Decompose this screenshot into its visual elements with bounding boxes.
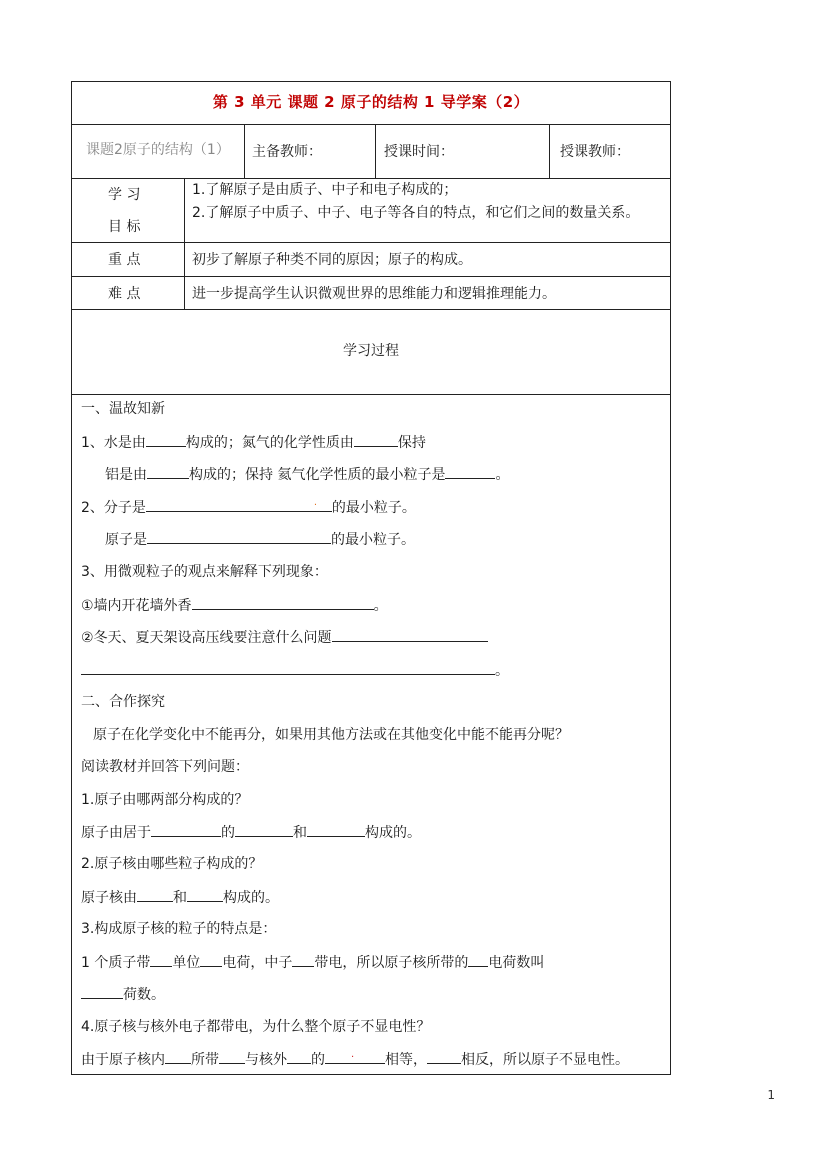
goal-item: 2.了解原子中质子、中子、电子等各自的特点，和它们之间的数量关系。 bbox=[192, 205, 640, 221]
goals-label-2: 目 标 bbox=[108, 219, 141, 235]
row-divider bbox=[72, 394, 670, 395]
teacher-label: 主备教师： bbox=[252, 144, 322, 160]
question-2-line1: 2、分子是 . 的最小粒子。 bbox=[81, 497, 416, 518]
answer-blank[interactable] bbox=[292, 952, 314, 967]
part-4-answer: 由于原子核内 所带 与核外 的 . 相等， 相反，所以原子不显电性。 bbox=[81, 1049, 629, 1070]
answer-blank[interactable] bbox=[137, 887, 173, 902]
row-divider bbox=[72, 242, 670, 243]
row-divider bbox=[72, 309, 670, 310]
section2-heading: 二、合作探究 bbox=[81, 694, 165, 710]
answer-blank[interactable] bbox=[192, 595, 374, 610]
section2-read: 阅读教材并回答下列问题： bbox=[81, 759, 249, 775]
part-3-answer: 1 个质子带 单位 电荷，中子 带电，所以原子核所带的 电荷数叫 bbox=[81, 952, 544, 973]
answer-blank[interactable] bbox=[146, 497, 332, 512]
section1-heading: 一、温故知新 bbox=[81, 401, 165, 417]
question-3-2-continued: 。 bbox=[81, 660, 509, 681]
part-2-answer: 原子核由 和 构成的。 bbox=[81, 887, 279, 908]
answer-blank[interactable] bbox=[200, 952, 222, 967]
answer-blank[interactable] bbox=[151, 822, 221, 837]
answer-blank[interactable] bbox=[219, 1049, 245, 1064]
answer-blank[interactable] bbox=[81, 984, 123, 999]
answer-blank[interactable] bbox=[468, 952, 488, 967]
page-number: 1 bbox=[767, 1088, 775, 1102]
question-2-line2: 原子是 的最小粒子。 bbox=[105, 529, 415, 550]
col-divider bbox=[549, 124, 550, 178]
part-3-answer-continued: 荷数。 bbox=[81, 984, 165, 1005]
goal-item: 1.了解原子是由质子、中子和电子构成的； bbox=[192, 182, 458, 198]
section2-intro: 原子在化学变化中不能再分，如果用其他方法或在其他变化中能不能再分呢？ bbox=[93, 727, 569, 743]
time-label: 授课时间： bbox=[384, 144, 454, 160]
goals-label-1: 学 习 bbox=[108, 187, 141, 203]
answer-blank[interactable] bbox=[287, 1049, 311, 1064]
row-divider bbox=[72, 276, 670, 277]
question-3-1: ①墙内开花墙外香 。 bbox=[81, 595, 388, 616]
key-label: 重 点 bbox=[108, 252, 141, 268]
topic-cell: 课题2原子的结构（1） bbox=[86, 142, 230, 158]
col-divider bbox=[375, 124, 376, 178]
question-1-line2: 铝是由 构成的；保持 氦气化学性质的最小粒子是 。 bbox=[105, 464, 509, 485]
answer-blank[interactable] bbox=[445, 464, 495, 479]
lecturer-label: 授课教师： bbox=[560, 144, 630, 160]
answer-blank[interactable] bbox=[235, 822, 293, 837]
answer-blank[interactable] bbox=[150, 952, 172, 967]
row-divider bbox=[72, 124, 670, 125]
row-divider bbox=[72, 178, 670, 179]
answer-blank[interactable] bbox=[187, 887, 223, 902]
answer-blank[interactable] bbox=[81, 660, 495, 675]
answer-blank[interactable] bbox=[332, 627, 488, 642]
question-3-2: ②冬天、夏天架设高压线要注意什么问题 bbox=[81, 627, 488, 648]
part-3-question: 3.构成原子核的粒子的特点是： bbox=[81, 921, 277, 937]
stray-mark: . bbox=[351, 1049, 355, 1060]
part-1-question: 1.原子由哪两部分构成的？ bbox=[81, 792, 249, 808]
answer-blank[interactable] bbox=[427, 1049, 461, 1064]
col-divider bbox=[184, 178, 185, 309]
answer-blank[interactable] bbox=[325, 1049, 385, 1064]
part-2-question: 2.原子核由哪些粒子构成的？ bbox=[81, 856, 263, 872]
answer-blank[interactable] bbox=[354, 432, 398, 447]
part-1-answer: 原子由居于 的 和 构成的。 bbox=[81, 822, 421, 843]
question-1-line1: 1、水是由 构成的；氮气的化学性质由 保持 bbox=[81, 432, 426, 453]
question-3: 3、用微观粒子的观点来解释下列现象： bbox=[81, 564, 328, 580]
answer-blank[interactable] bbox=[147, 529, 331, 544]
col-divider bbox=[244, 124, 245, 178]
key-text: 初步了解原子种类不同的原因；原子的构成。 bbox=[192, 252, 472, 268]
page-title: 第 3 单元 课题 2 原子的结构 1 导学案（2） bbox=[212, 93, 530, 111]
difficulty-label: 难 点 bbox=[108, 286, 141, 302]
answer-blank[interactable] bbox=[146, 432, 186, 447]
answer-blank[interactable] bbox=[147, 464, 189, 479]
part-4-question: 4.原子核与核外电子都带电，为什么整个原子不显电性？ bbox=[81, 1019, 431, 1035]
answer-blank[interactable] bbox=[307, 822, 365, 837]
worksheet-table bbox=[71, 81, 671, 1075]
difficulty-text: 进一步提高学生认识微观世界的思维能力和逻辑推理能力。 bbox=[192, 286, 556, 302]
stray-mark: . bbox=[313, 497, 318, 508]
process-title: 学习过程 bbox=[343, 343, 399, 359]
answer-blank[interactable] bbox=[165, 1049, 191, 1064]
